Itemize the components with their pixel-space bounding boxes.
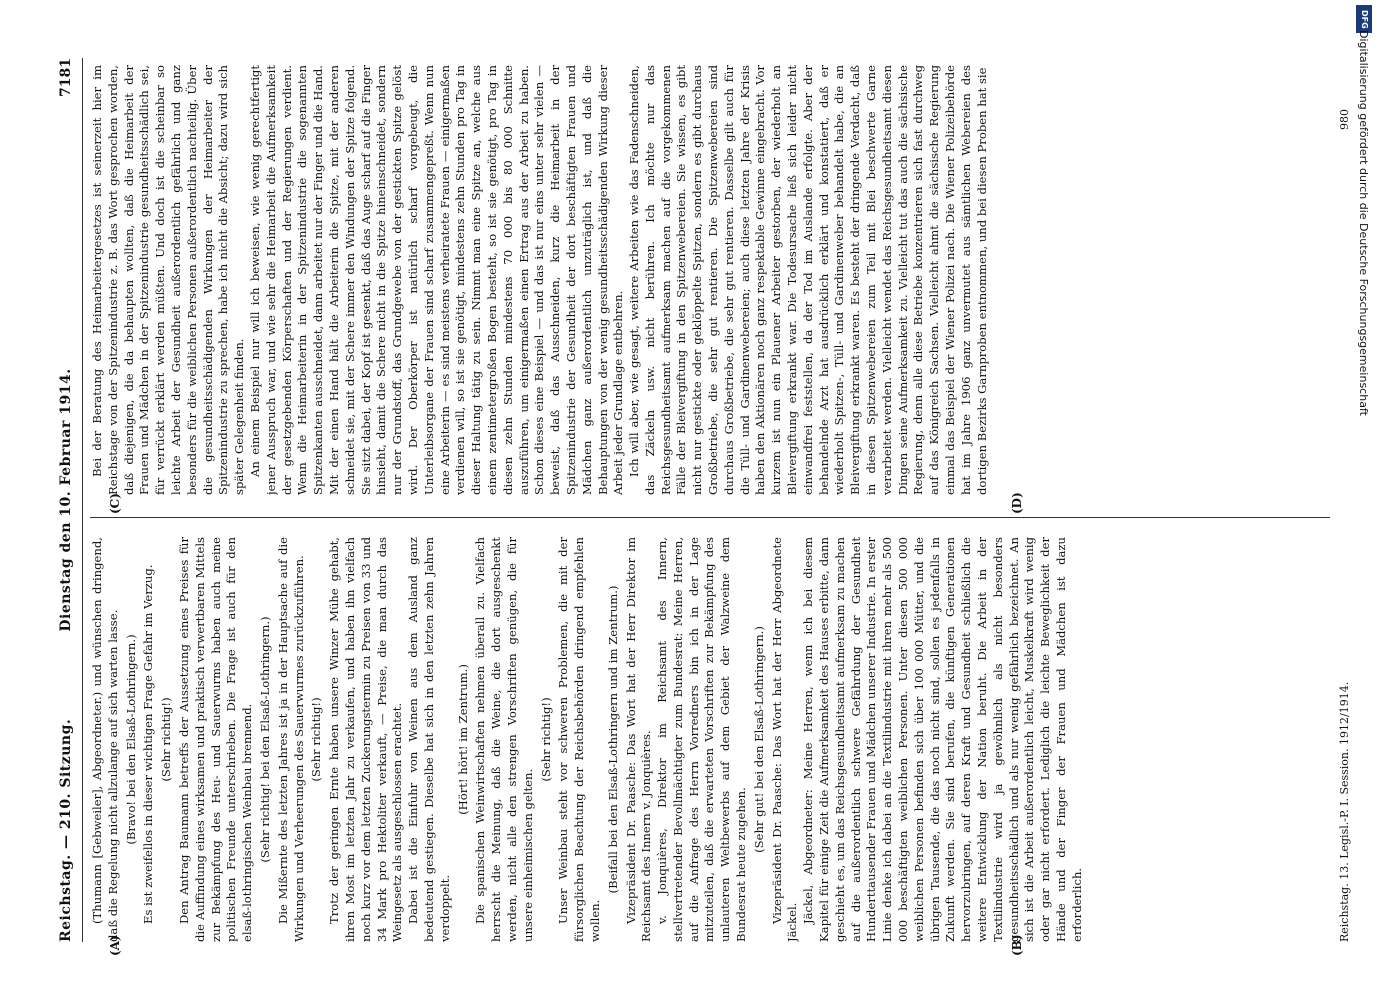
marker-b: (B) xyxy=(1010,934,1024,956)
speaker-paragraph: Vizepräsident Dr. Paasche: Das Wort hat der Herr Direktor im Reichsamt des Innern v. Jonquières. xyxy=(623,537,654,942)
paragraph: Bei der Beratung des Heimarbeitergesetzes ist seinerzeit hier im Reichstage von der Spitzenindustrie z. B. das Wort gesprochen worden, daß diejenigen, die da behaupten wollten, daß die Heimarbeit der Frauen und Mädchen in der Spitzenindustrie gesundheitsschädlich sei, für verrückt erklärt werden müßten. Und doch ist die scheinbar so leichte Arbeit der Gesundheit außerordentlich gefährlich und ganz besonders für die weiblichen Personen außerordentlich nachteilig. Über die gesundheitsschädigenden Wirkungen der Heimarbeiter der Spitzenindustrie zu sprechen, habe ich nicht die Absicht; dazu wird sich später Gelegenheit finden. xyxy=(90,65,247,495)
interjection: (Bravo! bei den Elsaß-Lothringern.) xyxy=(123,634,138,845)
page-header xyxy=(50,50,84,950)
paragraph: Die spanischen Weinwirtschaften nehmen überall zu. Vielfach herrscht die Meinung, daß die Weine, die dort ausgeschenkt werden, nicht alle den strengen Vorschriften genügen, die für unsere einheimischen gelten. xyxy=(473,537,535,942)
marker-d: (D) xyxy=(1010,492,1024,514)
interjection: (Sehr richtig!) xyxy=(538,697,553,782)
paragraph: Ich will aber, wie gesagt, weitere Arbeiten wie das Fadenschneiden, das Zäckeln usw. nicht berühren. Ich möchte nur das Reichsgesundheitsamt aufmerksam machen auf die vorgekommenen Fälle der Bleivergiftung in den Spitzenwebereien. Sie wissen, es gibt nicht nur gestickte oder geklöppelte Spitzen, sondern es gibt durchaus Großbetriebe, die sehr gut rentieren. Die Spitzenwebereien sind durchaus Großbetriebe, die sehr gut rentieren. Dasselbe gilt auch für die Tüll- und Gardinenwebereien; auch diese letzten Jahre der Krisis haben den Aktionären noch ganz respektable Gewinne eingebracht. Vor kurzem ist nun ein Plauener Arbeiter gestorben, der wiederholt an Bleivergiftung erkrankt war. Die Todesursache ließ sich leider nicht einwandfrei feststellen, da der Tod im Auslande erfolgte. Aber der behandelnde Arzt hat ausdrücklich erklärt und konstatiert, daß er wiederholt Spitzen-, Tüll- und Gardinenweber behandelt habe, die an Bleivergiftung erkrankt waren. Es besteht der dringende Verdacht, daß in diesen Spitzenwebereien zum Teil mit Blei beschwerte Garne verarbeitet werden. Vielleicht wendet das Reichsgesundheitsamt diesen Dingen seine Aufmerksamkeit zu. Vielleicht tut das auch die sächsische Regierung, denn alle diese Betriebe konzentrieren sich fast durchweg auf das Königreich Sachsen. Vielleicht ahmt die sächsische Regierung einmal das Beispiel der Wiener Polizei nach. Die Wiener Polizeibehörde hat im Jahre 1906 ganz unvermutet aus sämtlichen Webereien des dortigen Bezirks Garnproben entnommen, und bei diesen Proben hat sie xyxy=(627,65,989,495)
left-column xyxy=(90,537,1330,942)
rotated-document-page xyxy=(50,50,1365,956)
header-page-number: 7181 xyxy=(58,58,74,97)
paragraph: Dabei ist die Einfuhr von Weinen aus dem Ausland ganz bedeutend gestiegen. Dieselbe hat sich in den letzten zehn Jahren verdoppelt. xyxy=(406,537,452,942)
right-column xyxy=(90,65,1330,495)
credit-text: Digitalisierung gefördert durch die Deutsche Forschungsgemeinschaft xyxy=(1357,30,1370,416)
marker-a: (A) xyxy=(108,935,122,956)
header-date: Dienstag den 10. Februar 1914. xyxy=(58,368,74,632)
dfg-logo: DFG xyxy=(1356,5,1372,33)
header-session: Reichstag. — 210. Sitzung. xyxy=(58,718,74,942)
interjection: (Sehr richtig!) xyxy=(159,697,174,782)
paragraph: Die Mißernte des letzten Jahres ist ja in der Hauptsache auf die Wirkungen und Verheerungen des Sauerwurmes zurückzuführen. xyxy=(275,537,306,942)
side-credit xyxy=(1352,30,1374,970)
paragraph: Unser Weinbau steht vor schweren Problemen, die mit der fürsorglichen Beachtung der Reichsbehörden dringend empfehlen wollen. xyxy=(556,537,602,942)
paragraph: Trotz der geringen Ernte haben unsere Winzer Mühe gehabt, ihren Most im letzten Jahr zu verkaufen, und haben ihn vielfach noch kurz vor dem letzten Zuckerungstermin zu Preisen von 33 und 34 Mark pro Hektoliter verkauft, — Preise, die man durch das Weingesetz als ausgeschlossen erachtet. xyxy=(327,537,405,942)
page-footer: Reichstag. 13. Legisl.-P. I. Session. 1912/1914. xyxy=(1338,681,1351,942)
speaker-paragraph: Jäckel, Abgeordneter: Meine Herren, wenn ich bei diesem Kapitel für einige Zeit die Aufmerksamkeit des Hauses erbitte, dann geschieht es, um das Reichsgesundheitsamt aufmerksam zu machen auf die außerordentlich schwere Gefährdung der Gesundheit Hunderttausender Frauen und Mädchen unserer Industrie. In erster Linie denke ich dabei an die Textilindustrie mit ihren mehr als 500 000 beschäftigten weiblichen Personen. Unter diesen 500 000 weiblichen Personen befinden sich über 100 000 Mütter, und die übrigen Tausende, die das noch nicht sind, sollen es jedenfalls in Zukunft werden. Sie sind berufen, die künftigen Generationen hervorzubringen, auf deren Kraft und Gesundheit schließlich die weitere Entwicklung der Nation beruht. Die Arbeit in der Textilindustrie wird ja gewöhnlich als nicht besonders gesundheitsschädlich und als nur wenig gefährlich bezeichnet. An sich ist die Arbeit außerordentlich leicht, Muskelkraft wird wenig oder gar nicht erfordert. Lediglich die leichte Beweglichkeit der Hände und der Finger der Frauen und Mädchen ist dazu erforderlich. xyxy=(801,537,1084,942)
footer-page-number: 980 xyxy=(1338,109,1351,130)
header-rule xyxy=(82,58,83,942)
interjection: (Sehr richtig! bei den Elsaß-Lothringern.) xyxy=(257,616,272,863)
marker-c: (C) xyxy=(108,493,122,514)
interjection: (Sehr gut! bei den Elsaß-Lothringern.) xyxy=(751,626,766,853)
interjection: (Sehr richtig!) xyxy=(309,697,324,782)
paragraph: Den Antrag Baumann betreffs der Aussetzung eines Preises für die Auffindung eines wirksamen und praktisch verwertbaren Mittels zur Bekämpfung des Heu- und Sauerwurms haben auch meine politischen Freunde unterschrieben. Die Frage ist auch für den elsaß-lothringischen Weinbau brennend. xyxy=(176,537,255,942)
column-divider xyxy=(90,517,1330,518)
speaker-paragraph: v. Jonquières, Direktor im Reichsamt des Innern, stellvertretender Bevollmächtigter zum Bundesrat: Meine Herren, auf die Anfrage des Herrn Vorredners bin ich in der Lage mitzuteilen, daß die erwarteten Vorschriften zur Bekämpfung des unlauteren Weltbewerbs auf dem Gebiet der Walzweine dem Bundesrat heute zugehen. xyxy=(655,537,749,942)
paragraph: (Thumann [Gebweiler], Abgeordneter.) und wünschen dringend, daß die Regelung nicht allzulange auf sich warten lasse. xyxy=(90,537,120,942)
paragraph: An einem Beispiel nur will ich beweisen, wie wenig gerechtfertigt jener Ausspruch war, und wie sehr die Heimarbeit die Aufmerksamkeit der gesetzgebenden Körperschaften und der Regierungen verdient. Wenn die Heimarbeiterin in der Spitzenindustrie die sogenannten Spitzenkanten ausschneidet, dann arbeitet nur der Finger und die Hand. Mit der einen Hand hält die Arbeiterin die Spitze, mit der anderen schneidet sie, mit der Schere immer den Windungen der Spitze folgend. Sie sitzt dabei, der Kopf ist gesenkt, daß das Auge scharf auf die Finger hinsieht, damit die Schere nicht in die Spitze hineinschneidet, sondern nur der Grundstoff, das Grundgewebe von der gestickten Spitze gelöst wird. Der Oberkörper ist natürlich scharf vorgebeugt, die Unterleibsorgane der Frauen sind scharf zusammengepreßt. Wenn nun eine Arbeiterin — es sind meistens verheiratete Frauen — einigermaßen verdienen will, so ist sie genötigt, mindestens zehn Stunden pro Tag in dieser Haltung tätig zu sein. Nimmt man eine Spitze an, welche aus einem zentimetergroßen Bogen besteht, so ist sie genötigt, pro Tag in diesen zehn Stunden mindestens 70 000 bis 80 000 Schnitte auszuführen, um einigermaßen einen Ertrag aus der Arbeit zu haben. Schon dieses eine Beispiel — und das ist nur eins unter sehr vielen — beweist, daß das Ausschneiden, kurz die Heimarbeit in der Spitzenindustrie der Gesundheit der dort beschäftigten Frauen und Mädchen ganz außerordentlich unzuträglich ist, und daß die Behauptungen von der wenig gesundheitsschädigenden Wirkung dieser Arbeit jeder Grundlage entbehren. xyxy=(247,65,626,495)
paragraph: Es ist zweifellos in dieser wichtigen Frage Gefahr im Verzug. xyxy=(141,564,156,924)
interjection: (Hört! hört! im Zentrum.) xyxy=(455,664,470,815)
speaker-paragraph: Vizepräsident Dr. Paasche: Das Wort hat der Herr Abgeordnete Jäckel. xyxy=(769,537,800,942)
interjection: (Beifall bei den Elsaß-Lothringern und im Zentrum.) xyxy=(605,585,620,894)
